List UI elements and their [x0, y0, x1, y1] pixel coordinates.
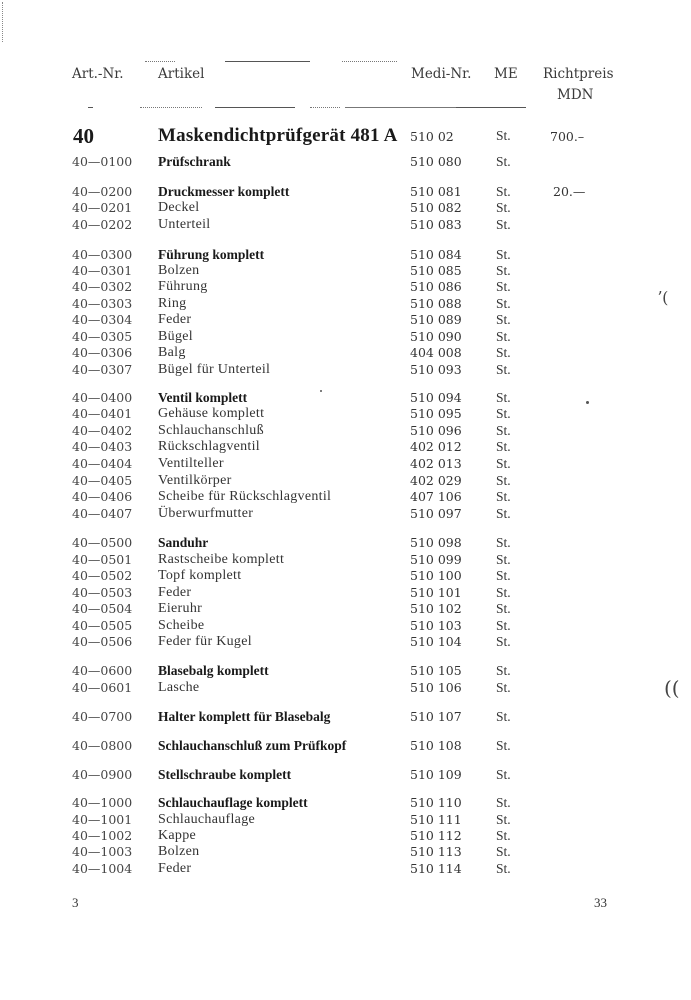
header-rule-segment [456, 107, 526, 108]
medi-nr-cell: 510 095 [410, 406, 462, 421]
unit-cell: St. [496, 552, 511, 567]
unit-cell: St. [496, 634, 511, 649]
page-number: 33 [594, 895, 607, 910]
table-row [0, 217, 691, 233]
table-row [0, 585, 691, 601]
art-nr-cell: 40—0302 [72, 279, 133, 294]
art-nr-cell: 40—0300 [72, 247, 133, 262]
table-row [0, 263, 691, 279]
art-nr-cell: 40—0304 [72, 312, 133, 327]
unit-cell: St. [496, 456, 511, 471]
art-nr-cell: 40—0202 [72, 217, 133, 232]
unit-cell: St. [496, 506, 511, 521]
table-row [0, 618, 691, 634]
table-row [0, 795, 691, 811]
article-name-cell: Eieruhr [158, 601, 203, 616]
unit-cell: St. [496, 601, 511, 616]
medi-nr-cell: 510 082 [410, 200, 462, 215]
table-row [0, 345, 691, 361]
table-row [0, 680, 691, 696]
medi-nr-cell: 510 112 [410, 828, 462, 843]
medi-nr-cell: 510 089 [410, 312, 462, 327]
art-nr-cell: 40—1000 [72, 795, 133, 810]
unit-cell: St. [496, 844, 511, 859]
medi-nr-cell: 510 106 [410, 680, 462, 695]
group-title: Maskendichtprüfgerät 481 A [158, 125, 398, 146]
article-name-cell: Topf komplett [158, 568, 242, 583]
medi-nr-cell: 510 111 [410, 812, 462, 827]
medi-nr-cell: 402 029 [410, 473, 462, 488]
article-name-cell: Rastscheibe komplett [158, 552, 285, 567]
article-name-cell: Scheibe [158, 618, 205, 633]
medi-nr-cell: 402 013 [410, 456, 462, 471]
article-name-cell: Führung [158, 279, 208, 294]
medi-nr-cell: 510 085 [410, 263, 462, 278]
art-nr-cell: 40—0406 [72, 489, 133, 504]
top-rule-segment [342, 61, 397, 62]
article-name-cell: Bolzen [158, 844, 200, 859]
unit-cell: St. [496, 296, 511, 311]
table-row [0, 296, 691, 312]
unit-cell: St. [496, 535, 511, 550]
unit-cell: St. [496, 362, 511, 377]
art-nr-cell: 40—0305 [72, 329, 133, 344]
medi-nr-cell: 510 107 [410, 709, 462, 724]
header-rule-segment [88, 107, 93, 108]
scan-mark: ʼ( [657, 288, 669, 307]
article-name-cell: Kappe [158, 828, 197, 843]
art-nr-cell: 40—0800 [72, 738, 133, 753]
table-row [0, 456, 691, 472]
group-me: St. [496, 128, 511, 143]
art-nr-cell: 40—0403 [72, 439, 133, 454]
table-row [0, 552, 691, 568]
art-nr-cell: 40—1004 [72, 861, 133, 876]
header-rule-segment [140, 107, 202, 108]
article-name-cell: Schlauchauflage komplett [158, 795, 308, 810]
medi-nr-cell: 510 094 [410, 390, 462, 405]
table-row [0, 844, 691, 860]
table-row [0, 439, 691, 455]
art-nr-cell: 40—0504 [72, 601, 133, 616]
unit-cell: St. [496, 861, 511, 876]
group-medi-nr: 510 02 [410, 129, 454, 144]
article-name-cell: Scheibe für Rückschlagventil [158, 489, 332, 504]
group-price: 700.– [550, 129, 585, 144]
art-nr-cell: 40—0900 [72, 767, 133, 782]
table-row [0, 362, 691, 378]
group-number: 40 [73, 124, 94, 148]
medi-nr-cell: 407 106 [410, 489, 462, 504]
medi-nr-cell: 510 114 [410, 861, 462, 876]
unit-cell: St. [496, 489, 511, 504]
art-nr-cell: 40—0402 [72, 423, 133, 438]
table-row [0, 329, 691, 345]
art-nr-cell: 40—0200 [72, 184, 133, 199]
article-name-cell: Führung komplett [158, 247, 265, 262]
unit-cell: St. [496, 795, 511, 810]
medi-nr-cell: 510 090 [410, 329, 462, 344]
art-nr-cell: 40—1003 [72, 844, 133, 859]
article-name-cell: Deckel [158, 200, 200, 215]
article-name-cell: Ring [158, 296, 187, 311]
medi-nr-cell: 510 097 [410, 506, 462, 521]
art-nr-cell: 40—0601 [72, 680, 133, 695]
medi-nr-cell: 510 088 [410, 296, 462, 311]
unit-cell: St. [496, 828, 511, 843]
top-rule-segment [225, 61, 310, 62]
medi-nr-cell: 402 012 [410, 439, 462, 454]
table-row [0, 709, 691, 725]
table-row [0, 473, 691, 489]
table-row [0, 601, 691, 617]
medi-nr-cell: 510 102 [410, 601, 462, 616]
table-row [0, 489, 691, 505]
article-name-cell: Bügel [158, 329, 193, 344]
header-art-nr: Art.-Nr. [72, 66, 124, 82]
unit-cell: St. [496, 663, 511, 678]
medi-nr-cell: 510 101 [410, 585, 462, 600]
art-nr-cell: 40—0400 [72, 390, 133, 405]
article-name-cell: Bolzen [158, 263, 200, 278]
table-row [0, 861, 691, 877]
art-nr-cell: 40—0502 [72, 568, 133, 583]
unit-cell: St. [496, 263, 511, 278]
medi-nr-cell: 510 086 [410, 279, 462, 294]
medi-nr-cell: 510 096 [410, 423, 462, 438]
table-row [0, 568, 691, 584]
unit-cell: St. [496, 217, 511, 232]
article-name-cell: Sanduhr [158, 535, 209, 550]
unit-cell: St. [496, 200, 511, 215]
art-nr-cell: 40—0100 [72, 154, 133, 169]
table-row [0, 184, 691, 200]
medi-nr-cell: 510 093 [410, 362, 462, 377]
table-row [0, 423, 691, 439]
article-name-cell: Feder [158, 861, 192, 876]
table-row [0, 154, 691, 170]
article-name-cell: Feder [158, 312, 192, 327]
table-row [0, 767, 691, 783]
art-nr-cell: 40—0307 [72, 362, 133, 377]
header-artikel: Artikel [158, 66, 205, 82]
art-nr-cell: 40—0500 [72, 535, 133, 550]
header-medi-nr: Medi-Nr. [411, 66, 472, 82]
article-name-cell: Rückschlagventil [158, 439, 260, 454]
art-nr-cell: 40—0404 [72, 456, 133, 471]
article-name-cell: Halter komplett für Blasebalg [158, 709, 331, 724]
unit-cell: St. [496, 390, 511, 405]
article-name-cell: Bügel für Unterteil [158, 362, 271, 377]
medi-nr-cell: 510 098 [410, 535, 462, 550]
art-nr-cell: 40—0401 [72, 406, 133, 421]
medi-nr-cell: 510 099 [410, 552, 462, 567]
header-currency: MDN [557, 87, 594, 103]
unit-cell: St. [496, 585, 511, 600]
header-rule-segment [345, 107, 465, 108]
medi-nr-cell: 510 100 [410, 568, 462, 583]
article-name-cell: Prüfschrank [158, 154, 231, 169]
unit-cell: St. [496, 709, 511, 724]
medi-nr-cell: 510 103 [410, 618, 462, 633]
unit-cell: St. [496, 329, 511, 344]
price-cell: 20.— [553, 184, 586, 199]
art-nr-cell: 40—0506 [72, 634, 133, 649]
medi-nr-cell: 510 083 [410, 217, 462, 232]
unit-cell: St. [496, 279, 511, 294]
art-nr-cell: 40—0600 [72, 663, 133, 678]
article-name-cell: Schlauchanschluß zum Prüfkopf [158, 738, 347, 753]
art-nr-cell: 40—0501 [72, 552, 133, 567]
article-name-cell: Ventilkörper [158, 473, 232, 488]
unit-cell: St. [496, 423, 511, 438]
medi-nr-cell: 510 084 [410, 247, 462, 262]
top-rule-segment [145, 61, 175, 62]
art-nr-cell: 40—0301 [72, 263, 133, 278]
article-name-cell: Stellschraube komplett [158, 767, 292, 782]
header-rule-segment [310, 107, 340, 108]
table-row [0, 247, 691, 263]
header-rule-segment [215, 107, 295, 108]
unit-cell: St. [496, 247, 511, 262]
footer-left-number: 3 [72, 895, 79, 910]
table-row [0, 200, 691, 216]
unit-cell: St. [496, 812, 511, 827]
article-name-cell: Schlauchauflage [158, 812, 256, 827]
scan-mark: (( [664, 676, 680, 700]
unit-cell: St. [496, 439, 511, 454]
article-name-cell: Lasche [158, 680, 200, 695]
article-name-cell: Überwurfmutter [158, 506, 254, 521]
article-name-cell: Feder [158, 585, 192, 600]
scan-edge-artifact [2, 2, 3, 42]
unit-cell: St. [496, 568, 511, 583]
table-row [0, 506, 691, 522]
article-name-cell: Ventilteller [158, 456, 224, 471]
article-name-cell: Schlauchanschluß [158, 423, 264, 438]
medi-nr-cell: 510 081 [410, 184, 462, 199]
unit-cell: St. [496, 184, 511, 199]
table-row [0, 279, 691, 295]
unit-cell: St. [496, 680, 511, 695]
unit-cell: St. [496, 767, 511, 782]
scan-speck [586, 401, 589, 404]
table-row [0, 535, 691, 551]
medi-nr-cell: 510 104 [410, 634, 462, 649]
unit-cell: St. [496, 312, 511, 327]
table-row [0, 738, 691, 754]
art-nr-cell: 40—0700 [72, 709, 133, 724]
unit-cell: St. [496, 738, 511, 753]
medi-nr-cell: 510 109 [410, 767, 462, 782]
header-me: ME [494, 66, 518, 82]
medi-nr-cell: 510 110 [410, 795, 462, 810]
unit-cell: St. [496, 154, 511, 169]
scan-speck [320, 390, 322, 392]
article-name-cell: Balg [158, 345, 186, 360]
art-nr-cell: 40—0407 [72, 506, 133, 521]
article-name-cell: Feder für Kugel [158, 634, 252, 649]
article-name-cell: Gehäuse komplett [158, 406, 265, 421]
medi-nr-cell: 510 113 [410, 844, 462, 859]
art-nr-cell: 40—1001 [72, 812, 133, 827]
unit-cell: St. [496, 406, 511, 421]
art-nr-cell: 40—0303 [72, 296, 133, 311]
art-nr-cell: 40—0405 [72, 473, 133, 488]
article-name-cell: Ventil komplett [158, 390, 248, 405]
unit-cell: St. [496, 618, 511, 633]
art-nr-cell: 40—1002 [72, 828, 133, 843]
article-name-cell: Druckmesser komplett [158, 184, 290, 199]
medi-nr-cell: 404 008 [410, 345, 462, 360]
medi-nr-cell: 510 108 [410, 738, 462, 753]
art-nr-cell: 40—0505 [72, 618, 133, 633]
medi-nr-cell: 510 105 [410, 663, 462, 678]
header-richtpreis: Richtpreis [543, 66, 614, 82]
table-row [0, 406, 691, 422]
medi-nr-cell: 510 080 [410, 154, 462, 169]
art-nr-cell: 40—0306 [72, 345, 133, 360]
article-name-cell: Blasebalg komplett [158, 663, 269, 678]
unit-cell: St. [496, 345, 511, 360]
art-nr-cell: 40—0503 [72, 585, 133, 600]
unit-cell: St. [496, 473, 511, 488]
art-nr-cell: 40—0201 [72, 200, 133, 215]
table-row [0, 812, 691, 828]
article-name-cell: Unterteil [158, 217, 211, 232]
table-row [0, 828, 691, 844]
table-row [0, 312, 691, 328]
table-row [0, 634, 691, 650]
table-row [0, 663, 691, 679]
